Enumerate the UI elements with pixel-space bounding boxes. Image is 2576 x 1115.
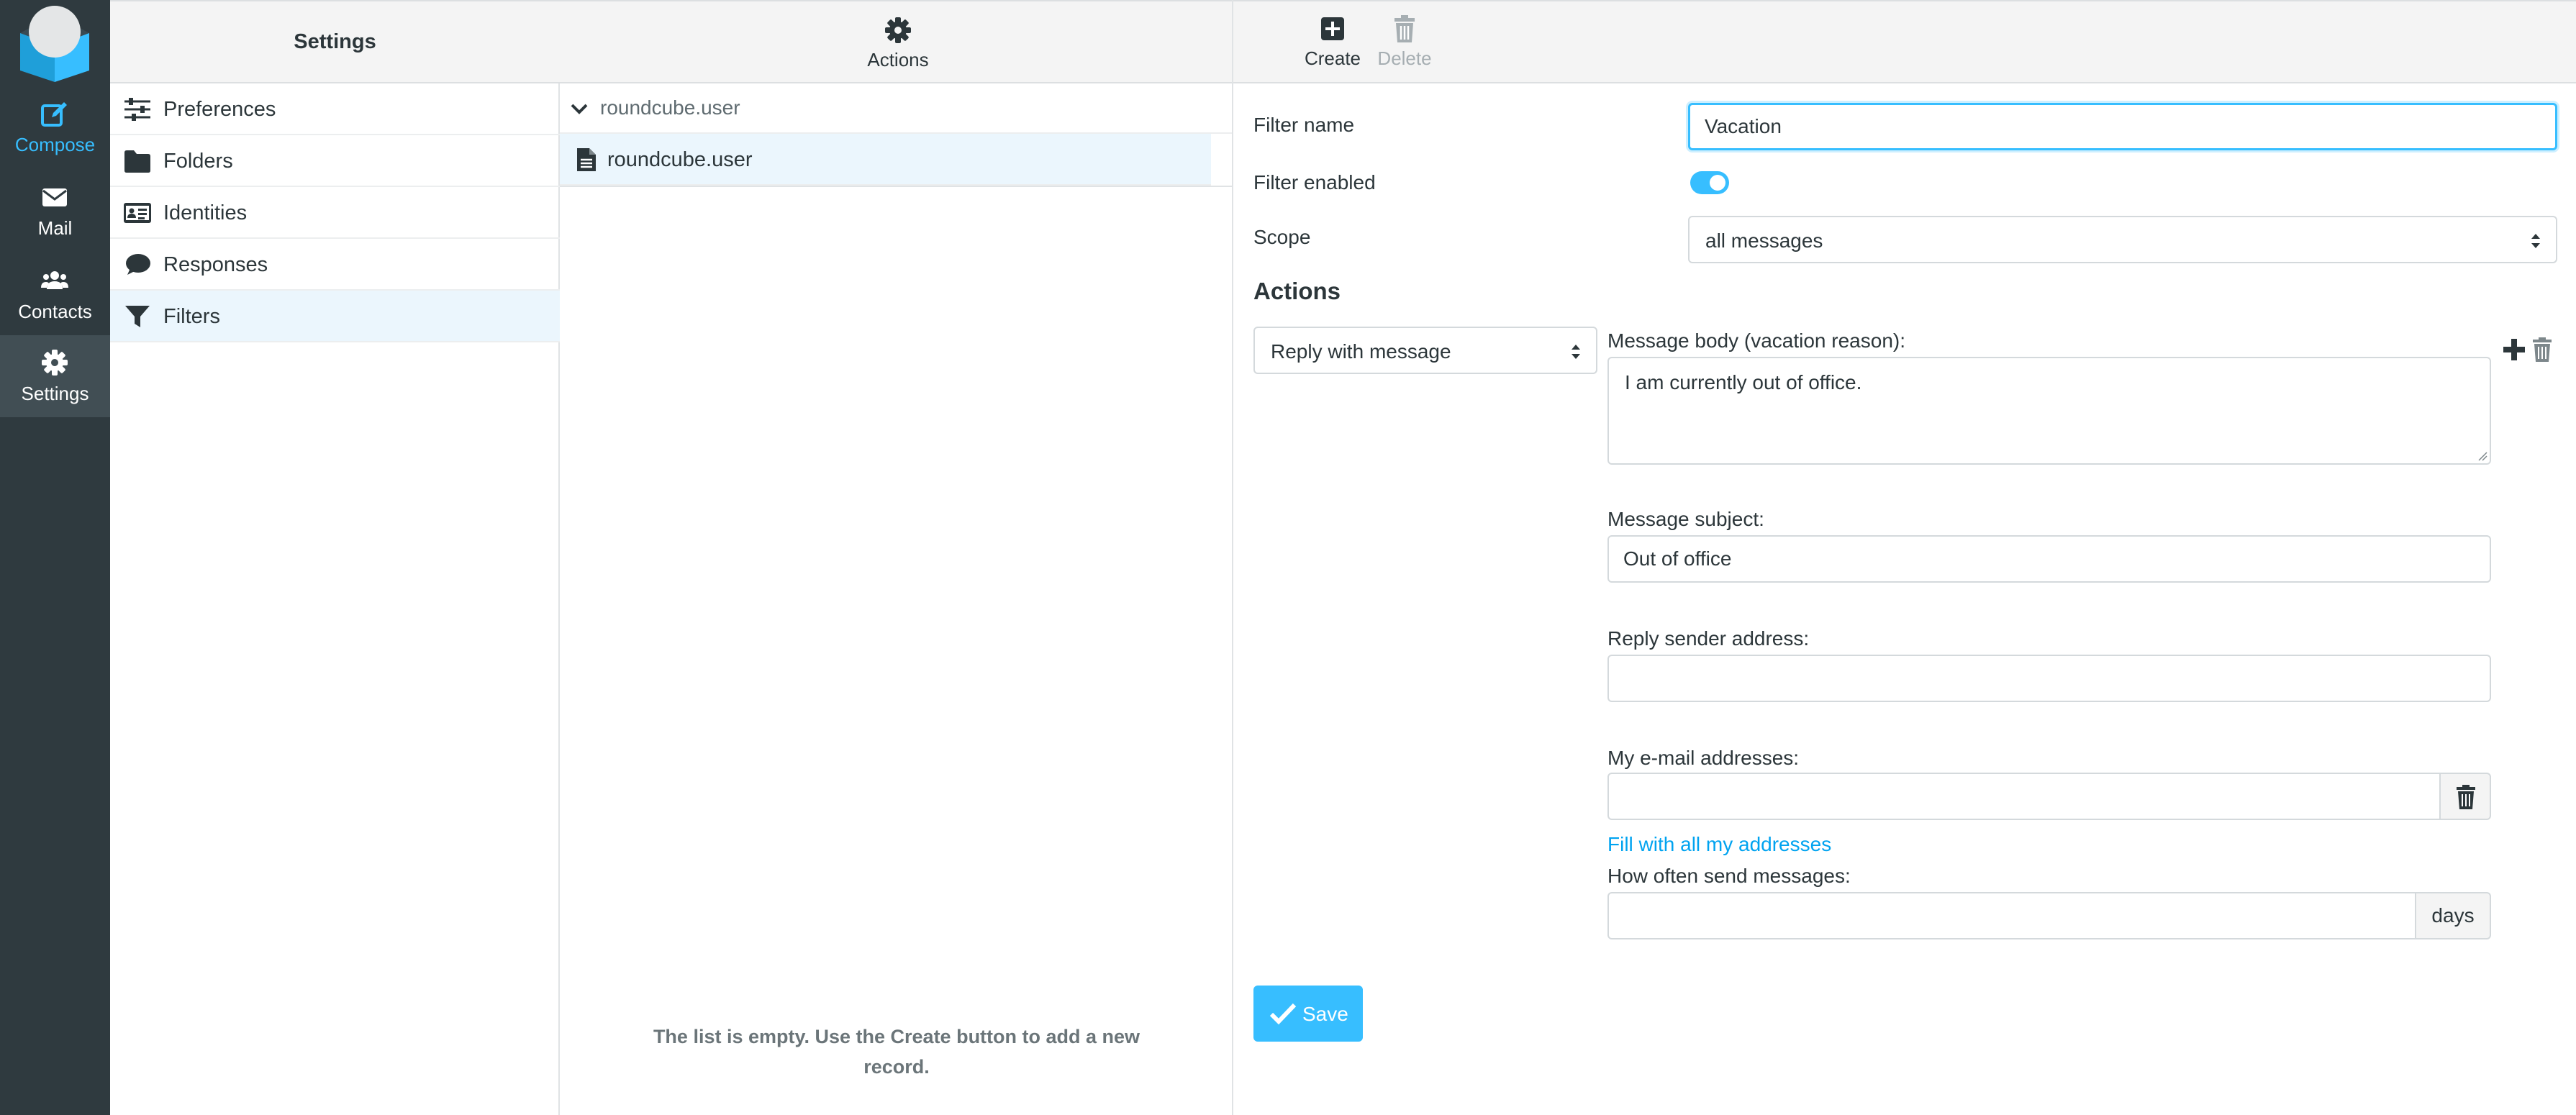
nav-label-responses: Responses [163,253,268,276]
message-subject-label: Message subject: [1607,508,1764,530]
message-body-label: Message body (vacation reason): [1607,329,1905,352]
nav-item-responses[interactable] [110,239,560,291]
filter-name-input[interactable] [1688,103,2557,150]
toggle-knob [1710,175,1725,191]
id-card-icon [123,200,152,226]
nav-item-filters[interactable] [110,291,560,342]
divider [560,186,1232,187]
my-addresses-input[interactable] [1607,773,2441,820]
how-often-label: How often send messages: [1607,865,1851,887]
nav-label-preferences: Preferences [163,98,276,121]
days-unit-label: days [2415,892,2491,939]
rail-contacts-label: Contacts [18,301,92,322]
fill-addresses-link[interactable]: Fill with all my addresses [1607,833,1832,855]
comment-icon [123,252,152,278]
how-often-input[interactable] [1607,892,2416,939]
filter-set-group[interactable] [560,83,1232,134]
empty-list-message: The list is empty. Use the Create button to add a new record. [653,1026,1140,1078]
settings-title: Settings [294,30,376,53]
filter-sets-header [560,0,1232,83]
sliders-icon [123,96,152,122]
rail-compose-label: Compose [14,134,96,155]
save-label: Save [1302,1003,1348,1025]
roundcube-logo [14,4,95,82]
rail-mail-label: Mail [37,217,73,239]
app-rail [0,0,110,1115]
settings-column [110,0,560,1115]
actions-label: Actions [867,49,929,70]
actions-button[interactable] [840,13,956,78]
trash-icon [2455,784,2477,810]
actions-heading: Actions [1253,278,1341,304]
nav-label-folders: Folders [163,150,233,173]
message-subject-input[interactable] [1607,535,2491,583]
rail-settings[interactable] [0,335,110,417]
folder-icon [123,148,152,174]
envelope-icon [40,183,69,211]
filter-set-group-label: roundcube.user [600,96,740,119]
save-button[interactable] [1253,986,1363,1042]
filter-set-item-label: roundcube.user [607,148,753,171]
scope-label: Scope [1253,226,1311,248]
nav-label-identities: Identities [163,201,248,224]
check-icon [1269,1001,1297,1026]
remove-address-button[interactable] [2439,773,2491,820]
rail-contacts[interactable] [0,253,110,335]
gear-icon [884,16,912,45]
compose-icon [40,99,69,128]
nav-item-identities[interactable] [110,187,560,239]
filter-enabled-toggle[interactable] [1690,171,1729,194]
delete-label: Delete [1377,47,1432,69]
file-icon [576,147,597,173]
chevron-down-icon [570,99,589,118]
select-arrows-icon [1569,341,1583,363]
rail-mail[interactable] [0,170,110,252]
rail-settings-label: Settings [21,383,89,404]
action-type-value: Reply with message [1271,340,1451,363]
rail-compose[interactable] [0,86,110,168]
filter-set-item[interactable] [560,134,1211,186]
filter-icon [123,304,152,329]
filter-sets-column [560,0,1233,1115]
message-body-value: I am currently out of office. [1625,371,1862,393]
message-body-textarea[interactable] [1607,357,2491,465]
my-addresses-label: My e-mail addresses: [1607,747,1800,769]
select-arrows-icon [2529,230,2543,252]
delete-button[interactable] [1365,12,1444,76]
filter-name-label: Filter name [1253,114,1355,136]
create-button[interactable] [1293,12,1372,76]
gear-icon [40,348,69,377]
filter-enabled-label: Filter enabled [1253,171,1376,194]
nav-label-filters: Filters [163,305,220,328]
resize-grip-icon[interactable] [2477,451,2487,461]
nav-item-folders[interactable] [110,135,560,187]
settings-header [110,0,560,83]
plus-square-icon [1319,14,1346,43]
remove-action-icon[interactable] [2531,337,2553,363]
nav-item-preferences[interactable] [110,83,560,135]
create-label: Create [1304,47,1361,69]
scope-select[interactable] [1688,216,2557,263]
reply-sender-label: Reply sender address: [1607,627,1810,650]
add-action-icon[interactable] [2503,338,2526,361]
scope-value: all messages [1705,229,1823,252]
reply-sender-input[interactable] [1607,655,2491,702]
action-type-select[interactable] [1253,327,1597,374]
users-icon [40,266,69,295]
trash-icon [1391,14,1418,43]
